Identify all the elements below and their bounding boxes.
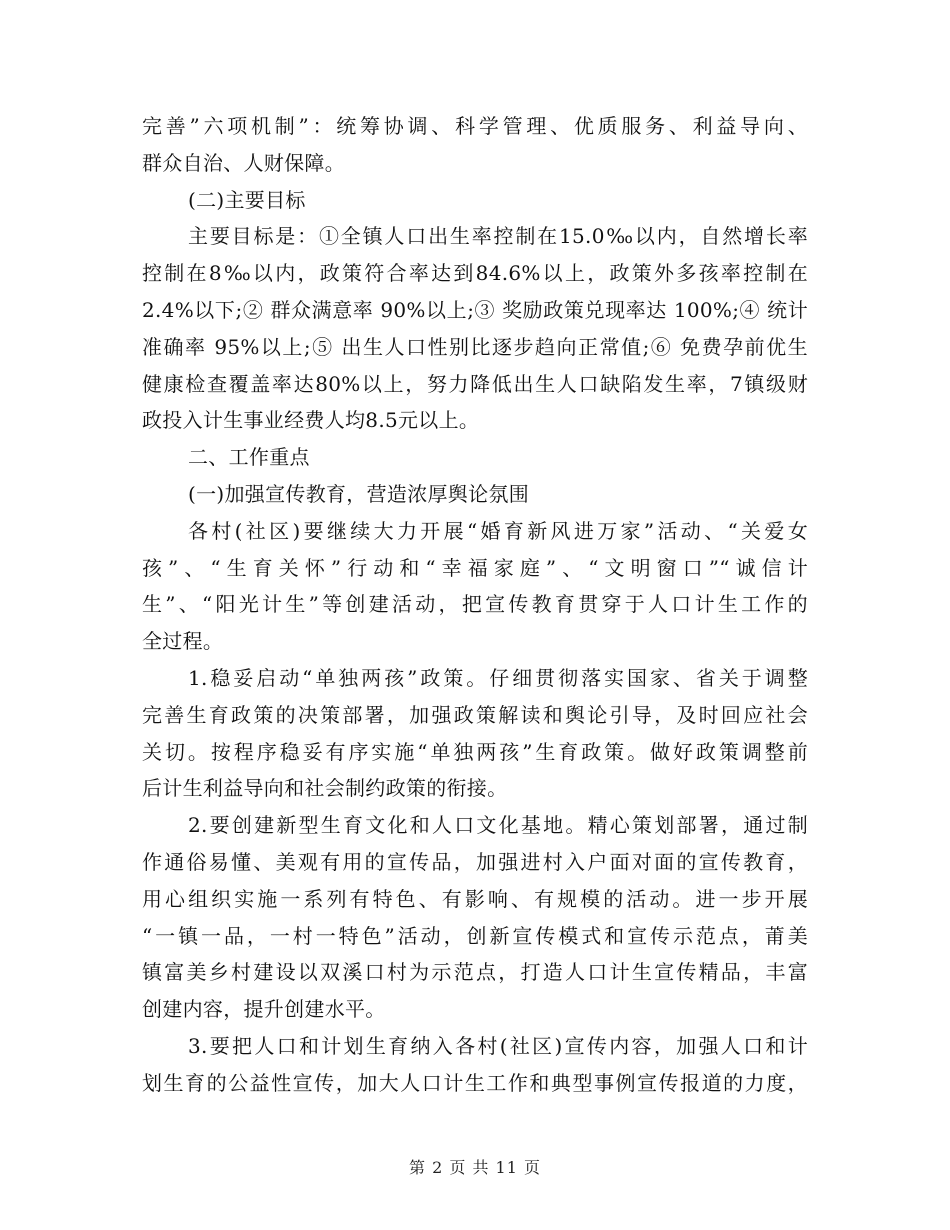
text-line: 完善生育政策的决策部署，加强政策解读和舆论引导，及时回应社会 bbox=[142, 702, 808, 727]
text-line: 镇富美乡村建设以双溪口村为示范点，打造人口计生宣传精品，丰富 bbox=[142, 960, 808, 985]
text-line: 划生育的公益性宣传，加大人口计生工作和典型事例宣传报道的力度， bbox=[142, 1070, 808, 1095]
text-line: 1.稳妥启动“单独两孩”政策。仔细贯彻落实国家、省关于调整 bbox=[188, 665, 808, 690]
section-heading: 二、工作重点 bbox=[188, 445, 310, 470]
text-line: 全过程。 bbox=[142, 629, 224, 654]
text-line: 后计生利益导向和社会制约政策的衔接。 bbox=[142, 776, 508, 801]
section-heading: (一)加强宣传教育，营造浓厚舆论氛围 bbox=[188, 481, 530, 506]
text-line: 各村(社区)要继续大力开展“婚育新风进万家”活动、“关爱女 bbox=[188, 518, 808, 543]
text-line: 政投入计生事业经费人均8.5元以上。 bbox=[142, 408, 480, 433]
text-line: 主要目标是：①全镇人口出生率控制在15.0‰以内，自然增长率 bbox=[188, 224, 808, 249]
text-line: 控制在8‰以内，政策符合率达到84.6%以上，政策外多孩率控制在 bbox=[142, 261, 808, 286]
text-line: 准确率 95%以上;⑤ 出生人口性别比逐步趋向正常值;⑥ 免费孕前优生 bbox=[142, 334, 808, 359]
text-line: 2.4%以下;② 群众满意率 90%以上;③ 奖励政策兑现率达 100%;④ 统计 bbox=[142, 297, 808, 322]
text-line: 孩”、“生育关怀”行动和“幸福家庭”、“文明窗口”“诚信计 bbox=[142, 555, 808, 580]
text-line: “一镇一品，一村一特色”活动，创新宣传模式和宣传示范点，莆美 bbox=[142, 923, 808, 948]
text-line: 关切。按程序稳妥有序实施“单独两孩”生育政策。做好政策调整前 bbox=[142, 739, 808, 764]
text-line: 生”、“阳光计生”等创建活动，把宣传教育贯穿于人口计生工作的 bbox=[142, 592, 808, 617]
text-line: 2.要创建新型生育文化和人口文化基地。精心策划部署，通过制 bbox=[188, 813, 808, 838]
text-line: 3.要把人口和计划生育纳入各村(社区)宣传内容，加强人口和计 bbox=[188, 1033, 808, 1058]
text-line: 用心组织实施一系列有特色、有影响、有规模的活动。进一步开展 bbox=[142, 886, 808, 911]
text-line: 群众自治、人财保障。 bbox=[142, 150, 345, 175]
page-footer: 第 2 页 共 11 页 bbox=[409, 1158, 541, 1177]
text-line: 健康检查覆盖率达80%以上，努力降低出生人口缺陷发生率，7镇级财 bbox=[142, 371, 808, 396]
body-text bbox=[142, 108, 808, 1102]
text-line: 作通俗易懂、美观有用的宣传品，加强进村入户面对面的宣传教育， bbox=[142, 849, 808, 874]
text-line: 完善”六项机制”：统筹协调、科学管理、优质服务、利益导向、 bbox=[142, 114, 808, 138]
text-line: 创建内容，提升创建水平。 bbox=[142, 997, 386, 1022]
section-heading: (二)主要目标 bbox=[188, 187, 306, 212]
